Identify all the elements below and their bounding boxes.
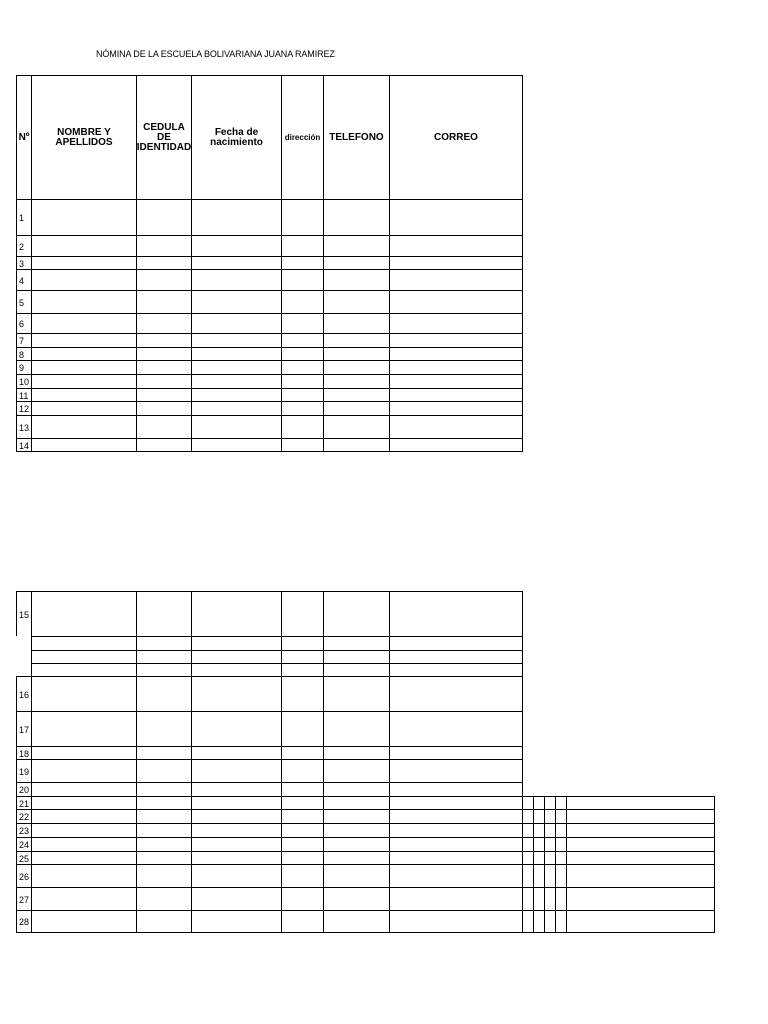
grid-line (522, 75, 523, 452)
grid-line (522, 864, 715, 865)
grid-line (16, 313, 523, 314)
row-number: 14 (19, 440, 30, 451)
grid-line (16, 746, 523, 747)
row-number: 7 (19, 336, 25, 346)
grid-line (16, 401, 523, 402)
grid-line (16, 759, 523, 760)
grid-line (522, 932, 715, 933)
header-telefono: TELEFONO (329, 131, 384, 143)
grid-line (16, 388, 523, 389)
row-number: 17 (19, 724, 30, 735)
grid-line (522, 796, 715, 797)
grid-line (522, 837, 715, 838)
grid-line (16, 438, 523, 439)
grid-line (16, 451, 523, 452)
grid-line (16, 333, 523, 334)
grid-line (31, 636, 523, 637)
grid-line (16, 360, 523, 361)
row-number: 24 (19, 840, 30, 850)
grid-line (16, 887, 523, 888)
grid-line (281, 591, 282, 933)
grid-line (16, 864, 523, 865)
header-correo: CORREO (434, 131, 478, 143)
row-number: 1 (19, 213, 25, 223)
grid-line (16, 809, 523, 810)
grid-line (136, 591, 137, 933)
row-number: 22 (19, 812, 30, 822)
grid-line (522, 823, 715, 824)
grid-line (16, 256, 523, 257)
grid-line (16, 823, 523, 824)
grid-line (714, 796, 715, 933)
grid-line (16, 415, 523, 416)
grid-line (323, 591, 324, 933)
grid-line (16, 347, 523, 348)
row-number: 20 (19, 785, 30, 795)
row-number: 13 (19, 422, 30, 433)
grid-line (16, 851, 523, 852)
row-number: 2 (19, 241, 25, 252)
row-number: 5 (19, 297, 25, 308)
grid-line (544, 796, 545, 933)
grid-line (566, 796, 567, 933)
row-number: 10 (19, 377, 30, 387)
grid-line (16, 676, 523, 677)
row-number: 27 (19, 894, 30, 905)
grid-line (16, 782, 523, 783)
row-number: 21 (19, 798, 30, 809)
grid-line (31, 663, 523, 664)
grid-line (522, 910, 715, 911)
grid-line (16, 837, 523, 838)
grid-line (16, 711, 523, 712)
row-number: 16 (19, 689, 30, 700)
row-number: 8 (19, 349, 25, 360)
row-number: 25 (19, 853, 30, 864)
grid-line (16, 932, 523, 933)
grid-line (16, 374, 523, 375)
grid-line (16, 796, 523, 797)
header-cedula: CEDULA DE IDENTIDAD (136, 121, 192, 153)
row-number: 6 (19, 319, 25, 329)
grid-line (522, 887, 715, 888)
row-number: 4 (19, 275, 25, 286)
header-direccion: dirección (284, 132, 321, 142)
grid-line (389, 591, 390, 933)
grid-line (16, 910, 523, 911)
row-number: 26 (19, 871, 30, 882)
row-number: 18 (19, 748, 30, 759)
header-fecha: Fecha de nacimiento (210, 126, 263, 148)
grid-line (16, 199, 523, 200)
header-nombre: NOMBRE Y APELLIDOS (55, 126, 113, 148)
grid-line (16, 235, 523, 236)
row-number: 28 (19, 917, 30, 927)
grid-line (16, 290, 523, 291)
grid-line (522, 809, 715, 810)
page-title: NÓMINA DE LA ESCUELA BOLIVARIANA JUANA RAMIREZ (96, 49, 335, 59)
grid-line (16, 591, 523, 592)
row-number: 11 (19, 390, 29, 401)
grid-line (555, 796, 556, 933)
grid-line (31, 591, 32, 933)
grid-line (191, 591, 192, 933)
row-number: 3 (19, 258, 25, 269)
row-number: 15 (19, 609, 30, 620)
header-numero: Nº (18, 131, 30, 143)
row-number: 23 (19, 826, 30, 836)
grid-line (16, 269, 523, 270)
row-number: 9 (19, 363, 25, 373)
row-number: 19 (19, 766, 30, 777)
grid-line (31, 650, 523, 651)
grid-line (522, 851, 715, 852)
grid-line (533, 796, 534, 933)
row-number: 12 (19, 404, 30, 414)
grid-line (522, 591, 523, 933)
